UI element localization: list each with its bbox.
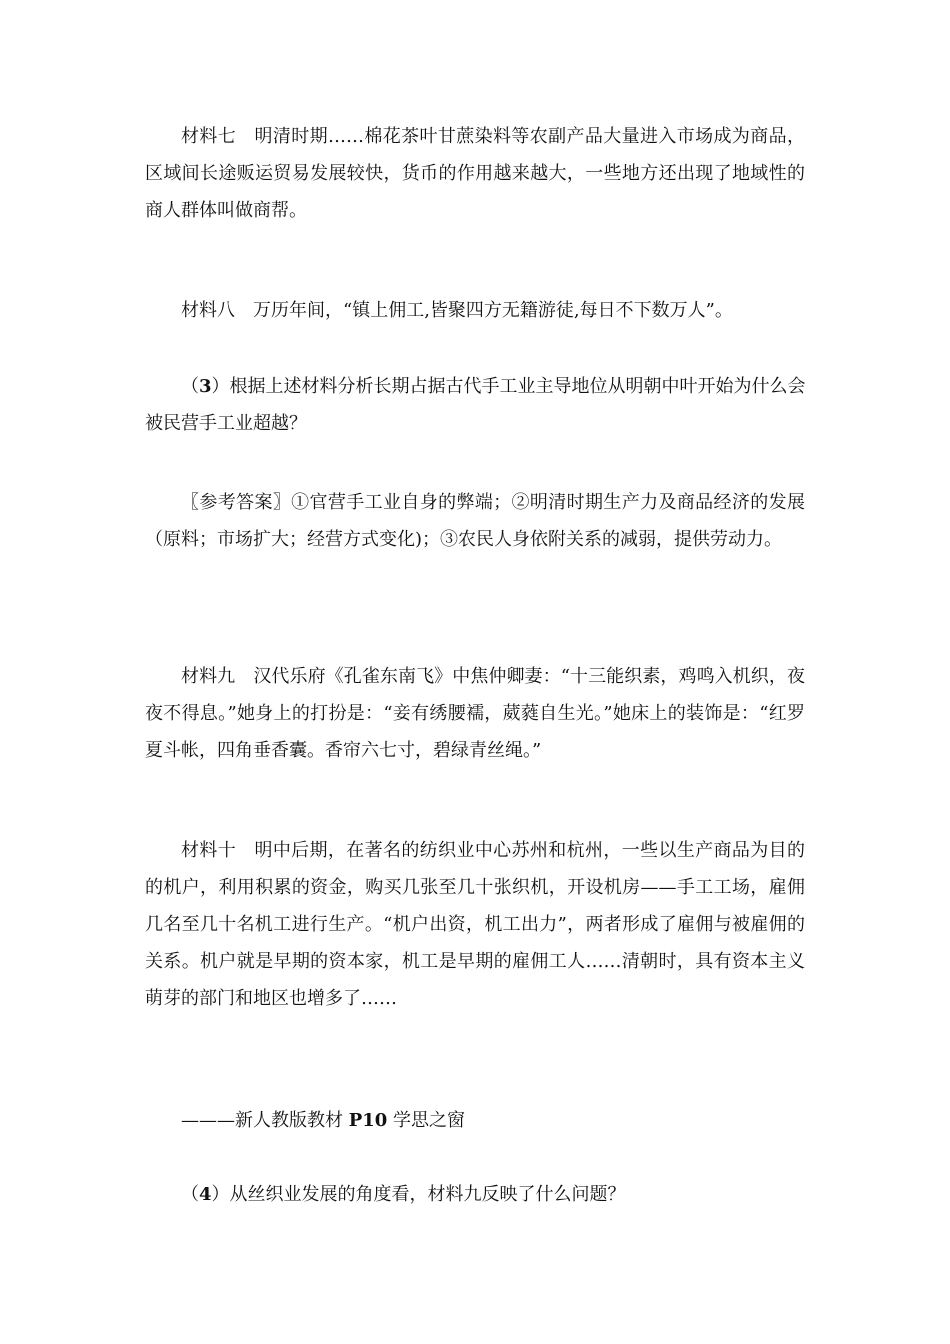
material-8-paragraph: 材料八 万历年间，“镇上佣工,皆聚四方无籍游徒,每日不下数万人”。 — [181, 300, 733, 321]
question-3-number: 3 — [199, 376, 212, 397]
material-9-paragraph: 材料九 汉代乐府《孔雀东南飞》中焦仲卿妻：“十三能织素，鸡鸣入机织，夜夜不得息。”她身上的打扮是：“妾有绣腰襦，葳蕤自生光。”她床上的装饰是：“红罗夏斗帐，四角垂香囊。香帘六七寸，碧绿青丝绳。” — [145, 666, 805, 761]
source-page-ref: P10 — [348, 1110, 388, 1131]
question-3 — [145, 368, 810, 442]
material-7-paragraph: 材料七 明清时期……棉花茶叶甘蔗染料等农副产品大量进入市场成为商品，区域间长途贩运贸易发展较快，货币的作用越来越大，一些地方还出现了地域性的商人群体叫做商帮。 — [145, 126, 805, 221]
question-3-open: （ — [181, 376, 199, 397]
source-prefix: ———新人教版教材 — [181, 1110, 349, 1131]
material-10-paragraph: 材料十 明中后期，在著名的纺织业中心苏州和杭州，一些以生产商品为目的的机户，利用积累的资金，购买几张至几十张织机，开设机房——手工工场，雇佣几名至几十名机工进行生产。“机户出资，机工出力”，两者形成了雇佣与被雇佣的关系。机户就是早期的资本家，机工是早期的雇佣工人……清朝时，具有资本主义萌芽的部门和地区也增多了…… — [145, 840, 805, 1009]
question-4-number: 4 — [199, 1184, 212, 1205]
question-4-open: （ — [181, 1184, 199, 1205]
source-citation — [181, 1102, 465, 1139]
question-3-text: ）根据上述材料分析长期占据古代手工业主导地位从明朝中叶开始为什么会被民营手工业超越？ — [145, 376, 806, 434]
question-4-text: ）从丝织业发展的角度看，材料九反映了什么问题？ — [211, 1184, 626, 1205]
source-suffix: 学思之窗 — [387, 1110, 466, 1131]
question-4 — [145, 1176, 810, 1213]
reference-answer-paragraph: 〖参考答案〗①官营手工业自身的弊端；②明清时期生产力及商品经济的发展（原料；市场扩大；经营方式变化)；③农民人身依附关系的减弱，提供劳动力。 — [145, 492, 805, 550]
